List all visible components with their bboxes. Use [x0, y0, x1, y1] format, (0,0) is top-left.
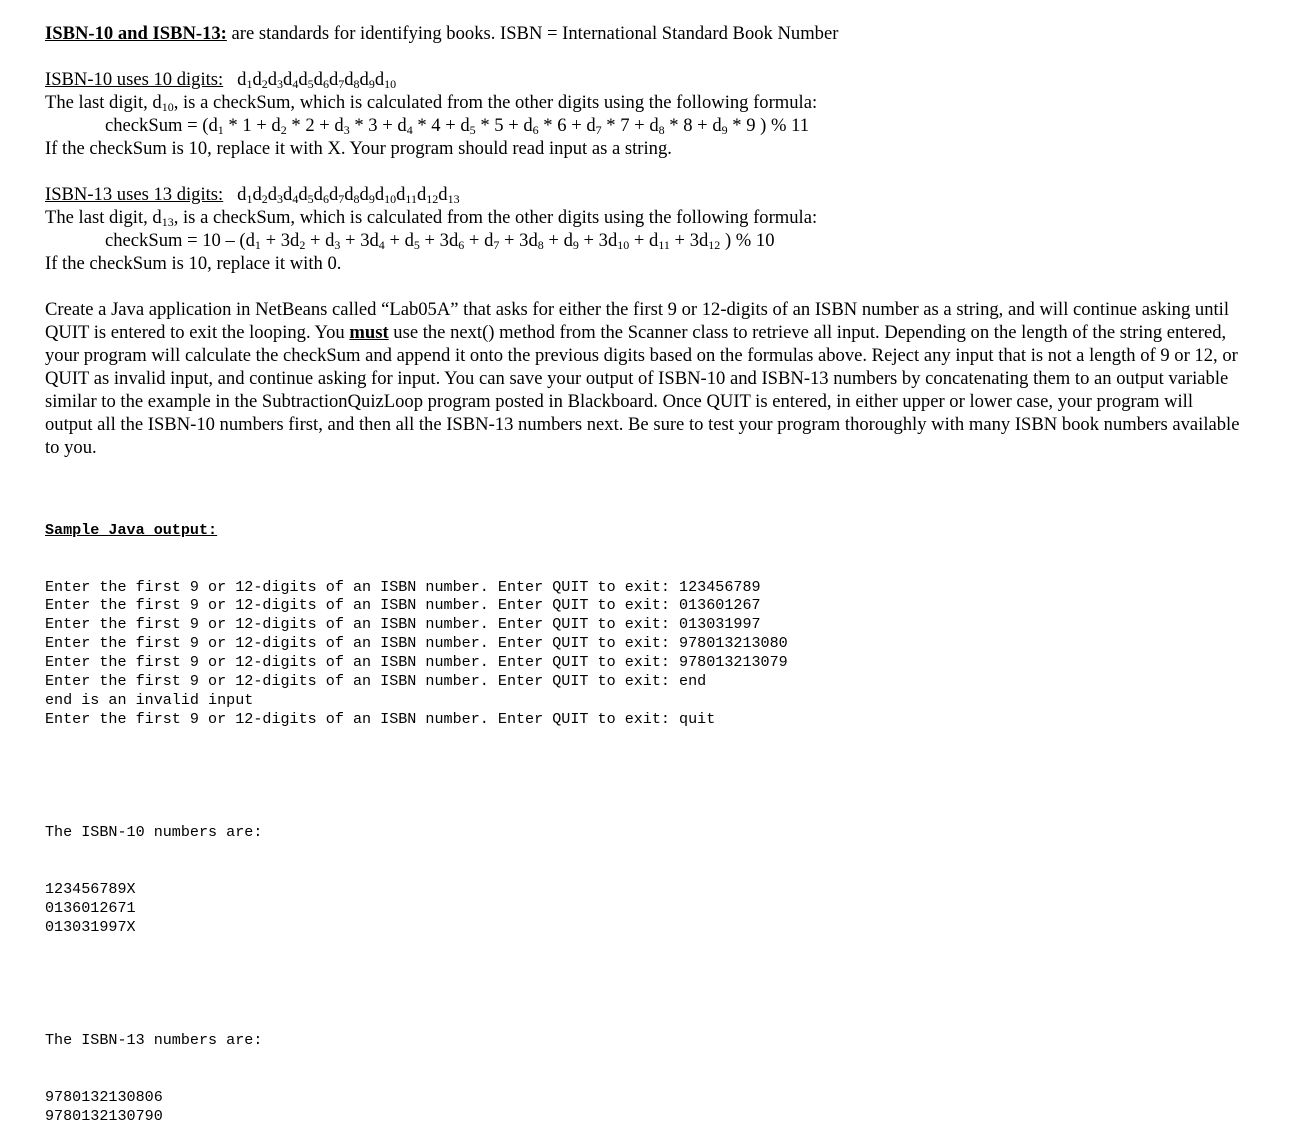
isbn13-results: [45, 1088, 788, 1126]
sample-line: Enter the first 9 or 12-digits of an ISBN number. Enter QUIT to exit: 978013213079: [45, 653, 788, 672]
sample-line: Enter the first 9 or 12-digits of an ISBN number. Enter QUIT to exit: end: [45, 672, 707, 691]
isbn10-digits: $d_1d_2d_3d_4d_5d_6d_7d_8d_9d_{10}$: [237, 69, 397, 91]
instructions-paragraph: [45, 298, 1245, 459]
instructions-part2: use the next() method from the Scanner class to retrieve all input. Depending on the length of the string entered, your program will calculate the checkSum and append it onto the previous digits based on the formulas above. Reject any input that is not a length of 9 or 12, or QUIT as invalid input, and continue asking for input. You can save your output of ISBN-10 and ISBN-13 numbers by concatenating them to an output variable similar to the example in the SubtractionQuizLoop program posted in Blackboard. Once QUIT is entered, in either upper or lower case, your program will output all the ISBN-10 numbers first, and then all the ISBN-13 numbers next. Be sure to test your program thoroughly with many ISBN book numbers available to you.: [45, 322, 1240, 458]
sample-line: end is an invalid input: [45, 690, 254, 709]
intro-text: are standards for identifying books. ISBN = International Standard Book Number: [226, 23, 839, 44]
isbn13-heading-line: [45, 183, 1255, 206]
isbn13-result: 9780132130790: [45, 1106, 163, 1125]
sample-line: Enter the first 9 or 12-digits of an ISBN number. Enter QUIT to exit: 013601267: [45, 596, 761, 615]
isbn10-heading-line: [45, 68, 1255, 91]
isbn13-rule: If the checkSum is 10, replace it with 0.: [45, 253, 342, 274]
isbn13-heading: ISBN-13 uses 13 digits:: [45, 184, 224, 205]
sample-lines: [45, 578, 788, 729]
document-body: [45, 22, 1255, 459]
sample-output: [45, 483, 788, 1145]
isbn10-results-header: The ISBN-10 numbers are:: [45, 823, 263, 842]
instructions-part1: Create a Java application in NetBeans called “Lab05A” that asks for either the first 9 or 12-digits of an ISBN number as a string, and will continue asking until QUIT is entered to exit the looping. You: [45, 299, 1229, 343]
isbn13-checksum-intro: The last digit, $d_{13}$, is a checkSum, which is calculated from the other digits using the following formula:: [45, 207, 818, 229]
isbn10-result: 013031997X: [45, 917, 136, 936]
sample-line: Enter the first 9 or 12-digits of an ISBN number. Enter QUIT to exit: 123456789: [45, 577, 761, 596]
isbn13-formula: checkSum = $10 - (d_1 + 3d_2 + d_3 + 3d_4 + d_5 + 3d_6 + d_7 + 3d_8 + d_9 + 3d_{10} + d_{11} + 3d_{12}$ ) % 10: [105, 230, 775, 252]
sample-title: Sample Java output:: [45, 520, 218, 539]
isbn10-result: 0136012671: [45, 898, 136, 917]
instructions-emphasis: must: [349, 322, 389, 343]
isbn10-result: 123456789X: [45, 880, 136, 899]
isbn10-results: [45, 880, 788, 937]
isbn10-checksum-intro: The last digit, $d_{10}$, is a checkSum, which is calculated from the other digits using the following formula:: [45, 92, 818, 114]
isbn13-result: 9780132130806: [45, 1087, 163, 1106]
isbn13-digits: $d_1d_2d_3d_4d_5d_6d_7d_8d_9d_{10}d_{11}d_{12}d_{13}$: [237, 184, 460, 206]
sample-line: Enter the first 9 or 12-digits of an ISBN number. Enter QUIT to exit: 013031997: [45, 615, 761, 634]
sample-line: Enter the first 9 or 12-digits of an ISBN number. Enter QUIT to exit: 978013213080: [45, 634, 788, 653]
isbn10-rule: If the checkSum is 10, replace it with X. Your program should read input as a string.: [45, 138, 672, 159]
isbn10-heading: ISBN-10 uses 10 digits:: [45, 69, 224, 90]
isbn10-formula: checkSum = ($d_1 * 1 + d_2 * 2 + d_3 * 3 + d_4 * 4 + d_5 * 5 + d_6 * 6 + d_7 * 7 + d_8 * 8 + d_9 * 9$ ) % 11: [105, 115, 810, 137]
intro-heading: ISBN-10 and ISBN-13:: [45, 23, 227, 44]
intro-line: [45, 22, 1255, 45]
sample-line: Enter the first 9 or 12-digits of an ISBN number. Enter QUIT to exit: quit: [45, 709, 716, 728]
isbn13-results-header: The ISBN-13 numbers are:: [45, 1031, 263, 1050]
